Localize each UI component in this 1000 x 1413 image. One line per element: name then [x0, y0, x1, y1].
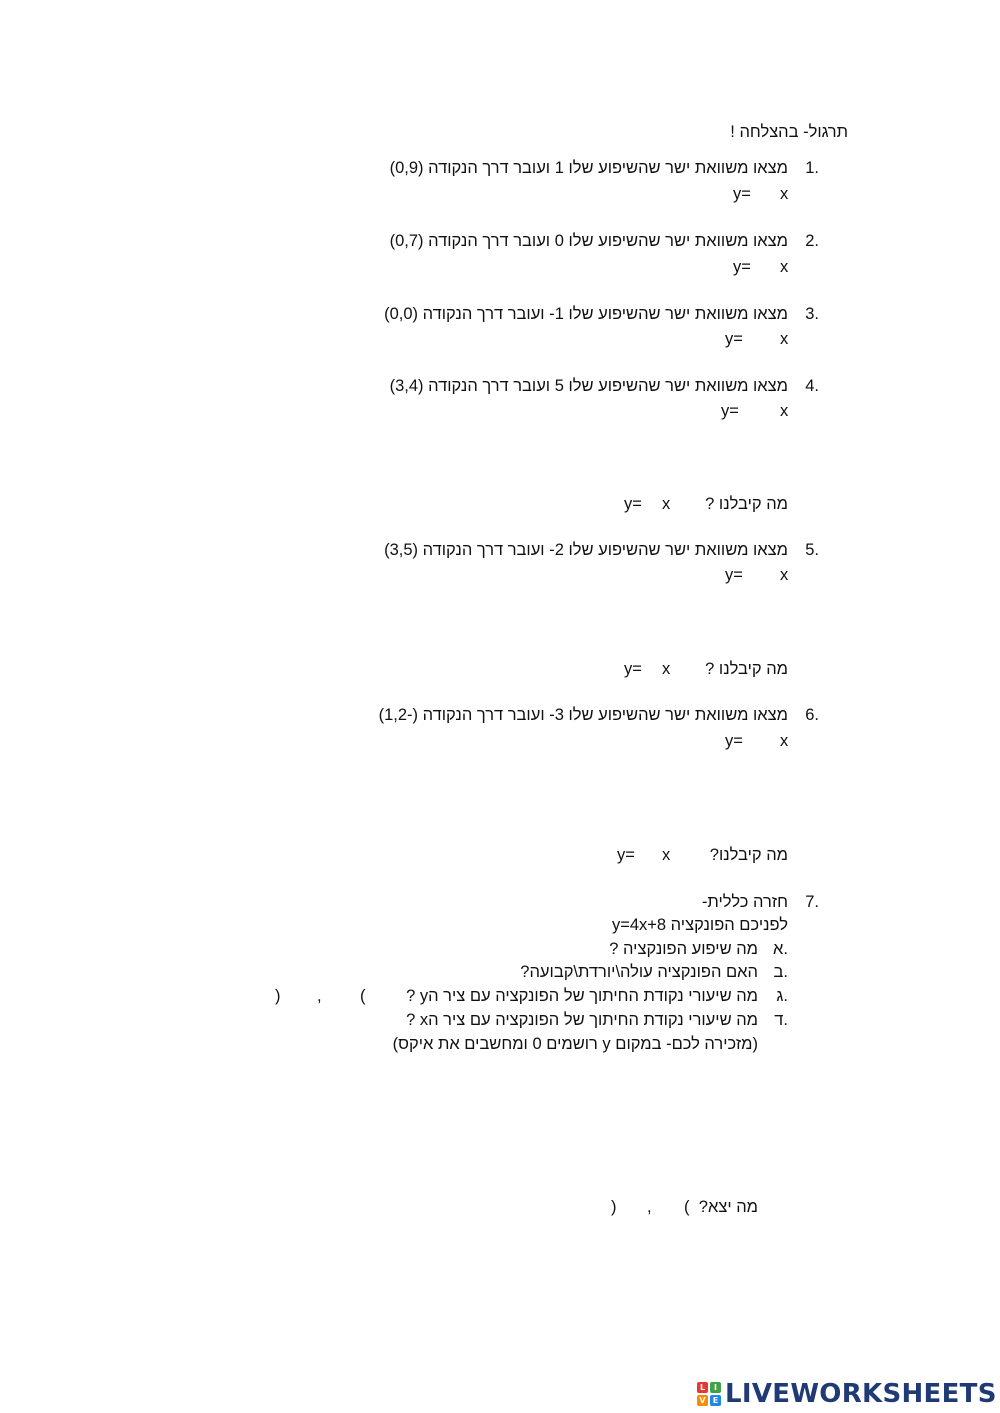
item-letter: ד. [774, 1011, 788, 1029]
answer-x-label: x [780, 258, 789, 276]
logo-letter: E [710, 1395, 721, 1406]
result-x-label: x [662, 495, 671, 513]
paren-close: ) [275, 987, 281, 1005]
answer-x-label: x [780, 732, 789, 750]
logo-letter: V [697, 1395, 708, 1406]
comma: , [317, 987, 322, 1005]
answer-y-label: y= [733, 258, 751, 276]
review-intro: לפניכם הפונקציה y=4x+8 [611, 916, 788, 934]
question-number: 5. [805, 541, 819, 559]
answer-x-label: x [780, 330, 789, 348]
logo-letter: L [697, 1382, 708, 1393]
question-text: מצאו משוואת ישר שהשיפוע שלו 5 ועובר דרך הנקודה (3,4) [389, 377, 788, 395]
review-item-c: מה שיעורי נקודת החיתוך של הפונקציה עם ציר הy ? [406, 987, 758, 1005]
answer-y-label: y= [721, 402, 739, 420]
question-number: 7. [805, 893, 819, 911]
brand-name: LIVEWORKSHEETS [725, 1379, 997, 1409]
answer-y-label: y= [725, 732, 743, 750]
result-y-label: y= [624, 495, 642, 513]
question-text: מצאו משוואת ישר שהשיפוע שלו 0 ועובר דרך הנקודה (0,7) [389, 232, 788, 250]
item-letter: ב. [773, 963, 788, 981]
result-y-label: y= [617, 846, 635, 864]
question-text: מצאו משוואת ישר שהשיפוע שלו 2- ועובר דרך הנקודה (3,5) [384, 541, 788, 559]
worksheet-title: תרגול- בהצלחה ! [730, 123, 848, 141]
result-x-label: x [662, 846, 671, 864]
review-item-d: מה שיעורי נקודת החיתוך של הפונקציה עם ציר הx ? [406, 1011, 758, 1029]
question-number: 3. [805, 305, 819, 323]
review-note: (מזכירה לכם- במקום y רושמים 0 ומחשבים את איקס) [392, 1035, 758, 1053]
review-heading: חזרה כללית- [701, 893, 788, 911]
liveworksheets-logo [697, 1379, 997, 1409]
result-y-label: y= [624, 660, 642, 678]
question-number: 2. [805, 232, 819, 250]
answer-x-label: x [780, 566, 789, 584]
answer-x-label: x [780, 402, 789, 420]
question-number: 6. [805, 706, 819, 724]
item-letter: ג. [776, 987, 788, 1005]
question-text: מצאו משוואת ישר שהשיפוע שלו 3- ועובר דרך הנקודה (-1,2) [378, 706, 788, 724]
paren-close: ) [611, 1198, 617, 1216]
paren-open: ( [360, 987, 366, 1005]
review-item-b: האם הפונקציה עולה\יורדת\קבועה? [520, 963, 758, 981]
result-label: מה קיבלנו ? [705, 660, 788, 678]
question-text: מצאו משוואת ישר שהשיפוע שלו 1 ועובר דרך הנקודה (0,9) [389, 159, 788, 177]
result-label: מה קיבלנו ? [705, 495, 788, 513]
final-question: מה יצא? [698, 1198, 758, 1216]
comma: , [647, 1198, 652, 1216]
answer-y-label: y= [733, 185, 751, 203]
result-label: מה קיבלנו? [709, 846, 788, 864]
answer-x-label: x [780, 185, 789, 203]
question-number: 4. [805, 377, 819, 395]
paren-open: ( [684, 1198, 690, 1216]
question-number: 1. [805, 159, 819, 177]
logo-letter: I [710, 1382, 721, 1393]
result-x-label: x [662, 660, 671, 678]
item-letter: א. [773, 940, 788, 958]
question-text: מצאו משוואת ישר שהשיפוע שלו 1- ועובר דרך הנקודה (0,0) [384, 305, 788, 323]
answer-y-label: y= [725, 566, 743, 584]
answer-y-label: y= [725, 330, 743, 348]
review-item-a: מה שיפוע הפונקציה ? [609, 940, 758, 958]
logo-mark-icon [697, 1382, 721, 1406]
